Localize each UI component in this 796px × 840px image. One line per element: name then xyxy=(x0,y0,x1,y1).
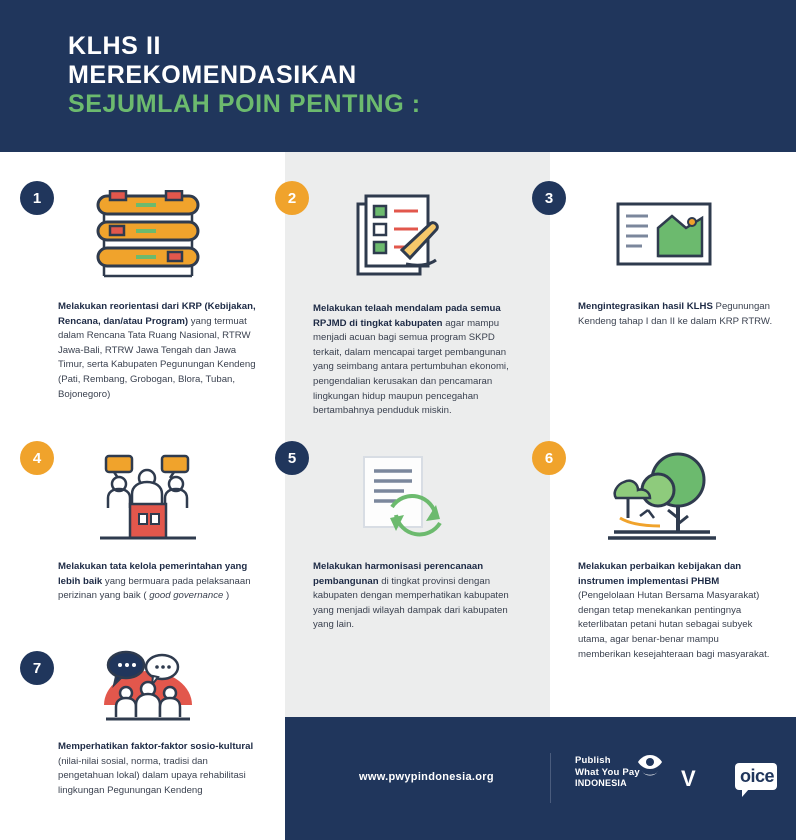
list-item-text-rest: (Pengelolaan Hutan Bersama Masyarakat) dengan tetap menekankan pentingnya keterlibatan petani hutan sebagai subyek utama, agar benar-benar mampu memberikan kesejahteraan bagi masyarakat. xyxy=(578,590,770,660)
page-title-line-1: KLHS II xyxy=(68,32,162,60)
page-title-line-2: MEREKOMENDASIKAN xyxy=(68,61,357,89)
footer-divider xyxy=(550,753,551,803)
forest-trees-icon xyxy=(604,448,720,544)
footer-website-link[interactable]: www.pwypindonesia.org xyxy=(359,771,494,783)
eye-hand-icon xyxy=(637,753,663,779)
item-number-badge: 6 xyxy=(532,441,566,475)
list-item-text xyxy=(58,740,261,798)
list-item-text-bold: Mengintegrasikan hasil KLHS xyxy=(578,301,713,312)
pwyp-line-2: What You Pay xyxy=(575,766,640,778)
governance-building-icon xyxy=(92,452,204,544)
list-item-text-tail: ) xyxy=(223,590,230,602)
list-item-text xyxy=(578,560,774,662)
item-number-badge: 7 xyxy=(20,651,54,685)
pwyp-line-1: Publish xyxy=(575,755,611,766)
list-item-text-rest: (nilai-nilai sosial, norma, tradisi dan pengetahuan lokal) dalam upaya rehabilitasi lingkungan Pegunungan Kendeng xyxy=(58,755,246,796)
list-item-text xyxy=(58,300,258,402)
item-number-badge: 4 xyxy=(20,441,54,475)
page-title-line-3: SEJUMLAH POIN PENTING : xyxy=(68,90,421,118)
list-item-text-bold: Melakukan harmonisasi perencanaan pembangunan xyxy=(313,561,484,587)
list-item-text-bold: Memperhatikan faktor-faktor sosio-kultural xyxy=(58,741,254,752)
list-item-text-rest: yang termuat dalam Rencana Tata Ruang Nasional, RTRW Jawa-Bali, RTRW Jawa Tengah dan Jawa Timur, serta Kabupaten Pegunungan Kendeng (Pati, Rembang, Grobogan, Blora, Tuban, Bojonegoro) xyxy=(58,315,256,400)
list-item-text xyxy=(313,560,518,633)
list-item-text xyxy=(313,302,518,419)
list-item-text xyxy=(578,300,774,329)
list-item-text-italic: good governance xyxy=(149,590,224,602)
list-item-text-rest: Pegunungan Kendeng tahap I dan II ke dalam KRP RTRW. xyxy=(578,301,773,327)
list-item-text-bold: Melakukan perbaikan kebijakan dan instrumen implementasi PHBM xyxy=(578,561,742,587)
list-item-text-rest: agar mampu menjadi acuan bagi semua program SKPD terkait, dalam mencapai target pembangunan yang seimbang antara pertumbuhan ekonomi, pengendalian kerusakan dan pencamaran lingkungan hidup maupun pencegahan bertambahnya penduduk miskin. xyxy=(313,317,509,417)
pwyp-logo-text xyxy=(575,755,640,790)
voice-logo xyxy=(681,761,777,795)
header-banner xyxy=(0,0,796,152)
item-number-badge: 2 xyxy=(275,181,309,215)
list-item-text-rest: di tingkat provinsi dengan kabupaten dengan memperhatikan kabupaten yang menjadi wilayah dampak dari kabupaten yang lain. xyxy=(313,575,509,631)
list-item-text-bold: Melakukan telaah mendalam pada semua RPJMD di tingkat kabupaten xyxy=(313,303,501,329)
checklist-pen-icon xyxy=(350,188,450,288)
voice-logo-word: oice xyxy=(740,766,775,786)
document-sync-icon xyxy=(358,455,450,545)
list-item-text-bold: Melakukan tata kelola pemerintahan yang lebih baik xyxy=(58,561,248,587)
list-item-text-bold: Melakukan reorientasi dari KRP (Kebijakan, Rencana, dan/atau Program) xyxy=(58,301,256,327)
speech-bubble-icon xyxy=(735,763,777,790)
footer-bar xyxy=(285,717,796,840)
document-landscape-icon xyxy=(612,198,716,270)
item-number-badge: 3 xyxy=(532,181,566,215)
pwyp-line-3: INDONESIA xyxy=(575,778,627,788)
list-item-text xyxy=(58,560,258,604)
server-flow-icon xyxy=(88,190,208,286)
item-number-badge: 5 xyxy=(275,441,309,475)
voice-logo-letter: V xyxy=(681,766,696,791)
community-speech-icon xyxy=(92,645,204,725)
header-title-group xyxy=(68,32,421,119)
item-number-badge: 1 xyxy=(20,181,54,215)
list-item-text-rest: yang bermuara pada pelaksanaan perizinan yang baik ( xyxy=(58,575,251,602)
